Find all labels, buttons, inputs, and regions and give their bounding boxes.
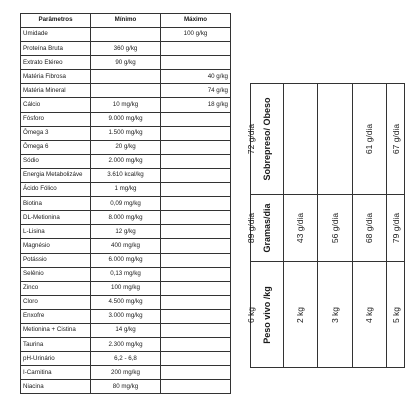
minimum-value: 20 g/kg [91,140,161,154]
grid-line [251,194,404,195]
grid-line [352,84,353,367]
parameter-name: I-Carnitina [21,366,91,380]
maximum-value [161,56,231,70]
maximum-value [161,281,231,295]
minimum-value [91,28,161,42]
maximum-value [161,352,231,366]
maximum-value: 18 g/kg [161,98,231,112]
maximum-value [161,168,231,182]
grams-per-day-cell: 79 g/dia [391,212,402,243]
parameter-name: Ácido Fólico [21,183,91,197]
table-row [21,380,231,394]
body-weight-header: Peso vivo /kg [261,286,272,344]
header-minimo: Mínimo [91,14,161,28]
minimum-value: 9.000 mg/kg [91,112,161,126]
maximum-value [161,225,231,239]
minimum-value: 0,09 mg/kg [91,197,161,211]
table-row [21,154,231,168]
body-weight-cell: 5 kg [391,306,402,324]
parameter-name: Matéria Fibrosa [21,70,91,84]
minimum-value: 400 mg/kg [91,239,161,253]
table-row [21,140,231,154]
parameter-name: DL-Metionina [21,211,91,225]
table-row [21,168,231,182]
parameter-name: Zinco [21,281,91,295]
maximum-value [161,295,231,309]
minimum-value: 200 mg/kg [91,366,161,380]
maximum-value [161,267,231,281]
minimum-value: 12 g/kg [91,225,161,239]
table-row [21,70,231,84]
body-weight-cell: 3 kg [329,306,340,324]
maximum-value: 74 g/kg [161,84,231,98]
maximum-value [161,183,231,197]
nutrient-table [20,13,231,394]
table-row [21,225,231,239]
maximum-value [161,140,231,154]
parameter-name: Matéria Mineral [21,84,91,98]
parameter-name: Niacina [21,380,91,394]
parameter-name: Extrato Etéreo [21,56,91,70]
parameter-name: Umidade [21,28,91,42]
feeding-guide-table [246,83,405,368]
minimum-value: 4.500 mg/kg [91,295,161,309]
table-header-row [21,14,231,28]
minimum-value: 3.000 mg/kg [91,309,161,323]
minimum-value: 80 mg/kg [91,380,161,394]
parameter-name: Cloro [21,295,91,309]
overweight-cell: 72 g/dia [246,123,256,155]
overweight-header: Sobrepreso/ Obeso [261,97,272,181]
parameter-name: Ômega 6 [21,140,91,154]
body-weight-cell: 2 kg [294,306,305,324]
table-row [21,338,231,352]
table-row [21,253,231,267]
table-row [21,366,231,380]
minimum-value: 1.500 mg/kg [91,126,161,140]
maximum-value [161,126,231,140]
maximum-value [161,211,231,225]
table-row [21,98,231,112]
minimum-value: 2.300 mg/kg [91,338,161,352]
table-row [21,352,231,366]
parameter-name: Energia Metabolizáve [21,168,91,182]
grams-per-day-cell: 43 g/dia [294,212,305,243]
table-row [21,126,231,140]
maximum-value [161,380,231,394]
table-row [21,267,231,281]
minimum-value: 100 mg/kg [91,281,161,295]
minimum-value: 3.610 kcal/kg [91,168,161,182]
maximum-value [161,309,231,323]
parameter-name: Cálcio [21,98,91,112]
table-row [21,28,231,42]
table-row [21,112,231,126]
maximum-value [161,112,231,126]
minimum-value: 14 g/kg [91,323,161,337]
table-row [21,295,231,309]
table-row [21,239,231,253]
table-row [21,42,231,56]
parameter-name: L-Lisina [21,225,91,239]
grid-line [251,261,404,262]
maximum-value: 100 g/kg [161,28,231,42]
parameter-name: Selênio [21,267,91,281]
header-maximo: Máximo [161,14,231,28]
table-row [21,211,231,225]
table-row [21,197,231,211]
table-row [21,56,231,70]
table-row [21,281,231,295]
parameter-name: Metionina + Cistina [21,323,91,337]
grid-line [386,84,387,367]
maximum-value [161,338,231,352]
maximum-value [161,253,231,267]
table-row [21,183,231,197]
parameter-name: pH-Urinário [21,352,91,366]
grid-line [283,84,284,367]
maximum-value [161,239,231,253]
grams-per-day-header: Gramas/dia [261,202,272,253]
minimum-value: 8.000 mg/kg [91,211,161,225]
overweight-cell: 61 g/dia [364,123,375,155]
overweight-cell: 67 g/dia [391,123,402,155]
parameter-name: Fósforo [21,112,91,126]
minimum-value: 10 mg/kg [91,98,161,112]
minimum-value: 360 g/kg [91,42,161,56]
table-row [21,84,231,98]
grams-per-day-cell: 89 g/dia [246,212,256,243]
minimum-value: 1 mg/kg [91,183,161,197]
grams-per-day-cell: 56 g/dia [329,212,340,243]
minimum-value: 90 g/kg [91,56,161,70]
parameter-name: Ômega 3 [21,126,91,140]
parameter-name: Potássio [21,253,91,267]
parameter-name: Taurina [21,338,91,352]
parameter-name: Biotina [21,197,91,211]
maximum-value [161,366,231,380]
parameter-name: Sódio [21,154,91,168]
grams-per-day-cell: 68 g/dia [364,212,375,243]
header-parametros: Parâmetros [21,14,91,28]
grid-line [317,84,318,367]
maximum-value [161,323,231,337]
minimum-value: 6.000 mg/kg [91,253,161,267]
parameter-name: Enxofre [21,309,91,323]
minimum-value: 2.000 mg/kg [91,154,161,168]
minimum-value [91,84,161,98]
maximum-value [161,197,231,211]
parameter-name: Proteína Bruta [21,42,91,56]
parameter-name: Magnésio [21,239,91,253]
minimum-value: 6,2 - 6,8 [91,352,161,366]
maximum-value [161,42,231,56]
table-row [21,309,231,323]
body-weight-cell: 6 kg [246,306,256,324]
minimum-value [91,70,161,84]
minimum-value: 0,13 mg/kg [91,267,161,281]
maximum-value: 40 g/kg [161,70,231,84]
maximum-value [161,154,231,168]
body-weight-cell: 4 kg [364,306,375,324]
table-row [21,323,231,337]
